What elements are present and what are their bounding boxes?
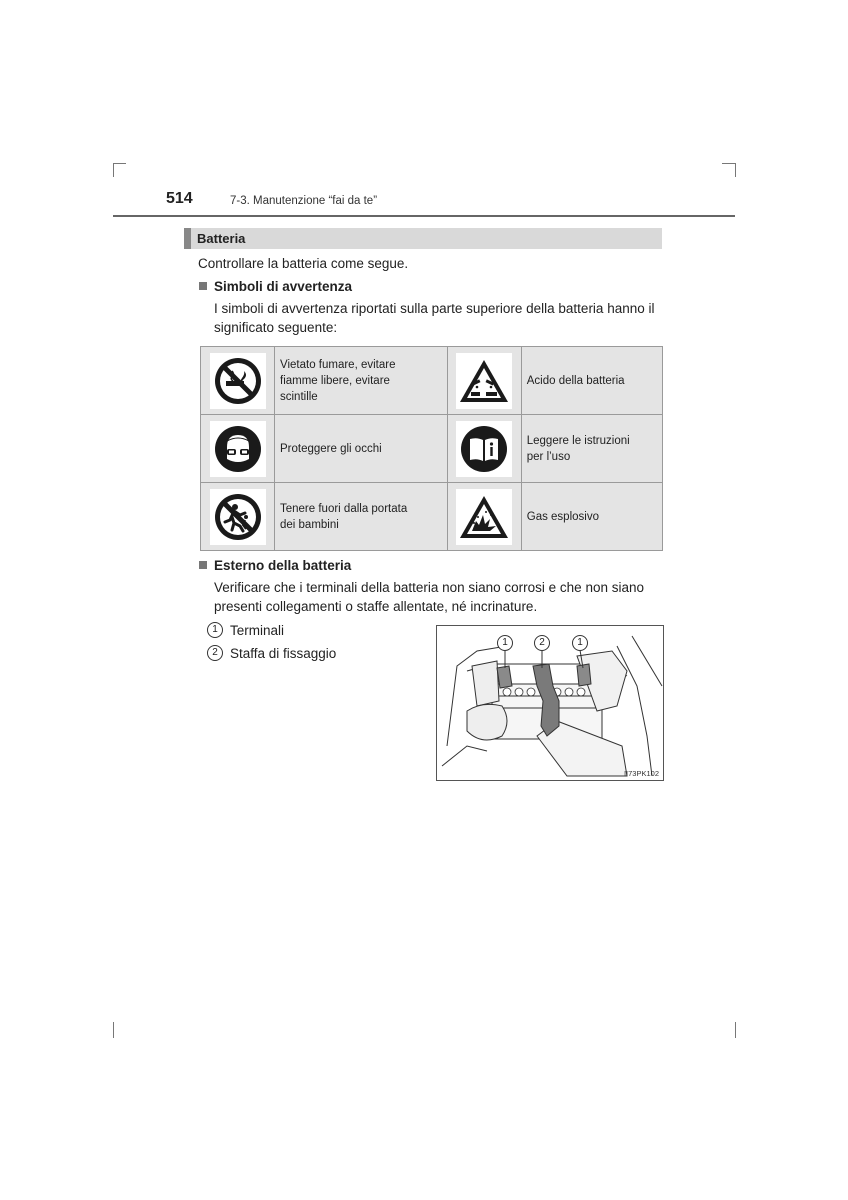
table-row <box>201 415 663 483</box>
battery-drawing <box>437 626 663 780</box>
keep-away-children-icon <box>214 493 262 541</box>
eye-protection-icon <box>214 425 262 473</box>
symbol-label: scintille <box>280 390 318 403</box>
crop-mark <box>113 1022 114 1038</box>
chapter-breadcrumb: 7-3. Manutenzione “fai da te” <box>230 195 378 207</box>
legend-number: 1 <box>207 622 223 638</box>
section-title: Batteria <box>197 231 246 246</box>
bullet-square <box>199 282 207 290</box>
warning-symbols-table <box>200 346 663 551</box>
figure-code: II73PK102 <box>623 769 659 778</box>
symbol-label: per l’uso <box>526 450 571 463</box>
read-manual-icon <box>460 425 508 473</box>
symbol-label: Gas esplosivo <box>526 510 599 523</box>
section-accent <box>184 228 191 249</box>
symbol-label: Vietato fumare, evitare <box>280 358 396 371</box>
crop-mark <box>735 163 736 177</box>
bullet-square <box>199 561 207 569</box>
callout-number: 2 <box>534 635 550 651</box>
symbol-label: dei bambini <box>280 518 339 531</box>
header-rule <box>113 215 735 217</box>
explosive-gas-icon <box>458 493 510 541</box>
symbol-label: Acido della batteria <box>526 374 625 387</box>
no-smoking-no-flame-icon <box>214 357 262 405</box>
subheading-warning-symbols: Simboli di avvertenza <box>214 279 353 294</box>
intro-text: Controllare la batteria come segue. <box>198 256 409 271</box>
symbol-label: Tenere fuori dalla portata <box>280 502 408 515</box>
legend-label: Staffa di fissaggio <box>230 646 337 661</box>
crop-mark <box>113 163 114 177</box>
callout-number: 1 <box>572 635 588 651</box>
battery-illustration <box>436 625 664 781</box>
symbol-label: Proteggere gli occhi <box>280 442 382 455</box>
symbol-label: Leggere le istruzioni <box>526 434 630 447</box>
table-row <box>201 483 663 551</box>
battery-acid-warning-icon <box>458 357 510 405</box>
section-header <box>184 228 662 249</box>
battery-exterior-text-line1: Verificare che i terminali della batteria non siano corrosi e che non siano <box>214 580 644 595</box>
crop-mark <box>722 163 735 164</box>
table-row <box>201 347 663 415</box>
legend-number: 2 <box>207 645 223 661</box>
crop-mark <box>113 163 126 164</box>
warning-symbols-text-line2: significato seguente: <box>214 320 338 335</box>
legend-label: Terminali <box>230 623 285 638</box>
symbol-label: fiamme libere, evitare <box>280 374 390 387</box>
page-number: 514 <box>166 190 193 207</box>
warning-symbols-text-line1: I simboli di avvertenza riportati sulla parte superiore della batteria hanno il <box>214 301 655 316</box>
subheading-battery-exterior: Esterno della batteria <box>214 558 352 573</box>
crop-mark <box>735 1022 736 1038</box>
callout-number: 1 <box>497 635 513 651</box>
battery-exterior-text-line2: presenti collegamenti o staffe allentate, né incrinature. <box>214 599 538 614</box>
